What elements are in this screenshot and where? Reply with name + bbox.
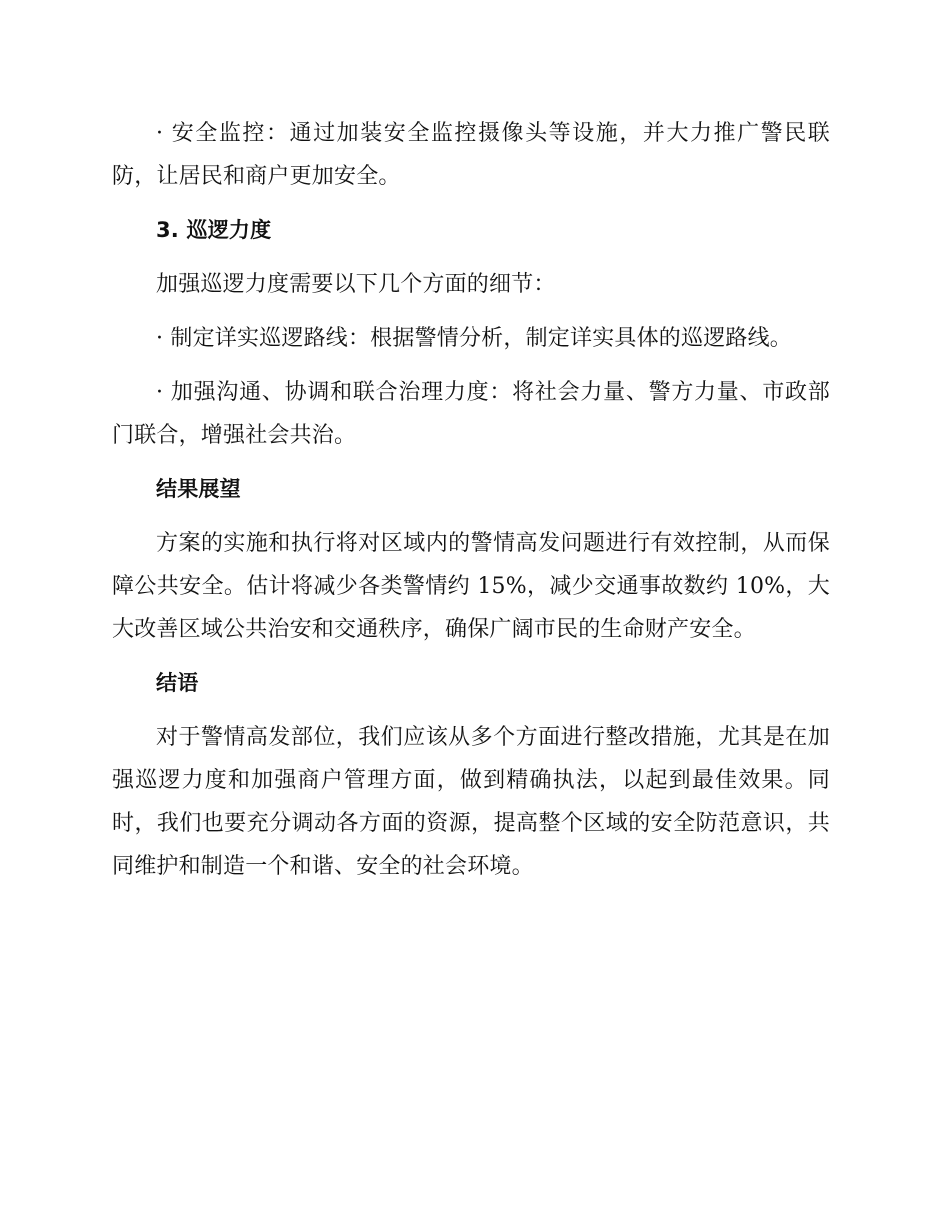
paragraph-results: 方案的实施和执行将对区域内的警情高发问题进行有效控制，从而保障公共安全。估计将减少各类警情约 15%，减少交通事故数约 10%，大大改善区域公共治安和交通秩序，确保广阔市民的生命财产安全。 <box>112 531 830 642</box>
paragraph-patrol-intro: 加强巡逻力度需要以下几个方面的细节： <box>156 272 556 297</box>
heading-patrol-strength: 3. 巡逻力度 <box>156 218 272 242</box>
heading-conclusion: 结语 <box>156 671 199 695</box>
paragraph-coordination: · 加强沟通、协调和联合治理力度：将社会力量、警方力量、市政部门联合，增强社会共治。 <box>112 380 830 448</box>
paragraph-conclusion: 对于警情高发部位，我们应该从多个方面进行整改措施，尤其是在加强巡逻力度和加强商户管理方面，做到精确执法，以起到最佳效果。同时，我们也要充分调动各方面的资源，提高整个区域的安全防范意识，共同维护和制造一个和谐、安全的社会环境。 <box>112 725 830 879</box>
heading-results-outlook: 结果展望 <box>156 477 241 501</box>
document-body <box>112 112 830 899</box>
paragraph-security-monitoring: · 安全监控：通过加装安全监控摄像头等设施，并大力推广警民联防，让居民和商户更加安全。 <box>112 121 830 189</box>
paragraph-patrol-route: · 制定详实巡逻路线：根据警情分析，制定详实具体的巡逻路线。 <box>156 326 792 351</box>
